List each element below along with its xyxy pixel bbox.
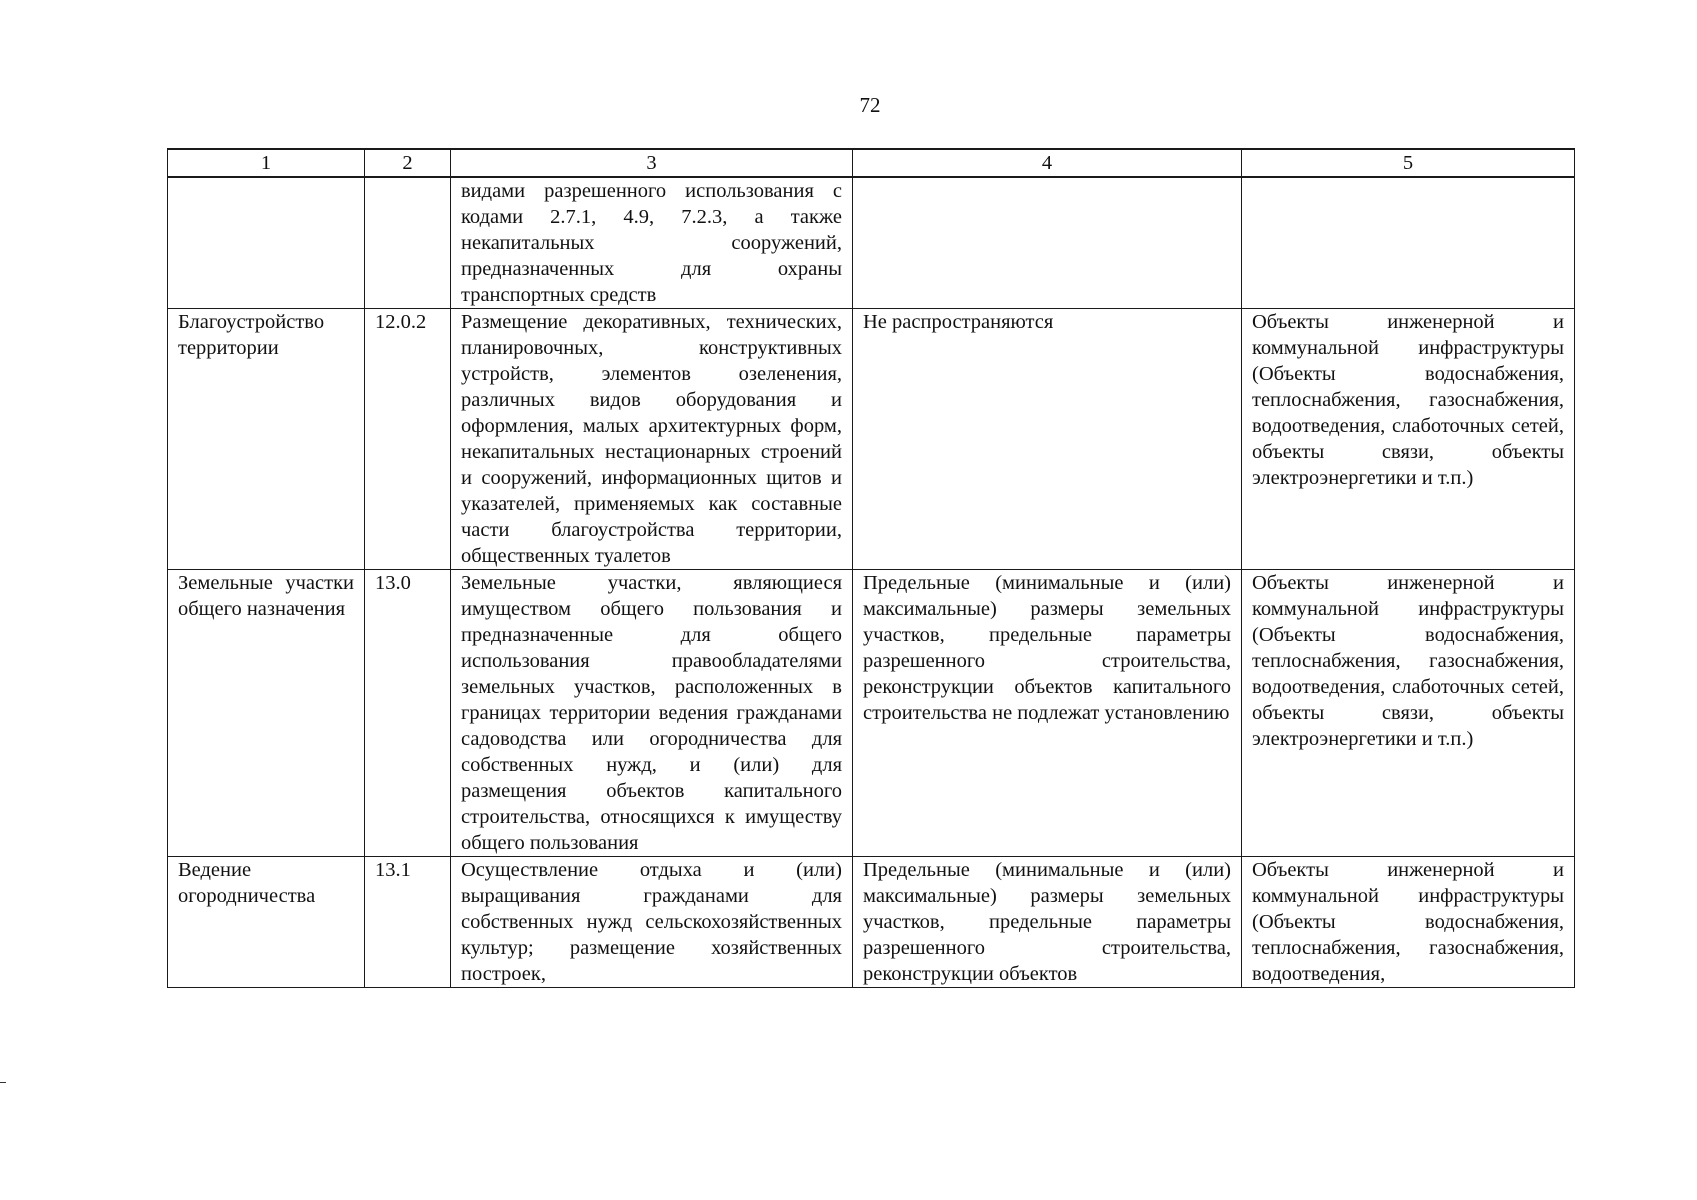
table-row — [168, 177, 1575, 309]
column-header: 1 — [168, 149, 365, 177]
column-header: 3 — [451, 149, 853, 177]
use-code-cell — [365, 177, 451, 309]
use-description-cell: Земельные участки, являющиеся имуществом общего пользования и предназначенные для общего использования правообладателями земельных участков, расположенных в границах территории ведения гражданами садоводства или огородничества для собственных нужд, и (или) для размещения объектов капитального строительства, относящихся к имуществу общего пользования — [451, 570, 853, 857]
column-header: 4 — [853, 149, 1242, 177]
column-header: 2 — [365, 149, 451, 177]
table-row — [168, 857, 1575, 988]
column-header: 5 — [1242, 149, 1575, 177]
infrastructure-objects-cell: Объекты инженерной и коммунальной инфраструктуры (Объекты водоснабжения, теплоснабжения, газоснабжения, водоотведения, слаботочных сетей, объекты связи, объекты электроэнергетики и т.п.) — [1242, 309, 1575, 570]
table-header-row — [168, 149, 1575, 177]
parameters-cell: Не распространяются — [853, 309, 1242, 570]
use-code-cell: 13.0 — [365, 570, 451, 857]
margin-mark — [0, 1082, 6, 1083]
zoning-table — [167, 148, 1575, 988]
use-description-cell: Размещение декоративных, технических, планировочных, конструктивных устройств, элементов озеленения, различных видов оборудования и оформления, малых архитектурных форм, некапитальных нестационарных строений и сооружений, информационных щитов и указателей, применяемых как составные части благоустройства территории, общественных туалетов — [451, 309, 853, 570]
infrastructure-objects-cell: Объекты инженерной и коммунальной инфраструктуры (Объекты водоснабжения, теплоснабжения, газоснабжения, водоотведения, слаботочных сетей, объекты связи, объекты электроэнергетики и т.п.) — [1242, 570, 1575, 857]
use-description-cell: Осуществление отдыха и (или) выращивания гражданами для собственных нужд сельскохозяйственных культур; размещение хозяйственных построек, — [451, 857, 853, 988]
parameters-cell — [853, 177, 1242, 309]
page-number: 72 — [859, 93, 881, 117]
table-row — [168, 309, 1575, 570]
table-row — [168, 570, 1575, 857]
parameters-cell: Предельные (минимальные и (или) максимальные) размеры земельных участков, предельные параметры разрешенного строительства, реконструкции объектов — [853, 857, 1242, 988]
infrastructure-objects-cell — [1242, 177, 1575, 309]
use-description-cell: видами разрешенного использования с кодами 2.7.1, 4.9, 7.2.3, а также некапитальных сооружений, предназначенных для охраны транспортных средств — [451, 177, 853, 309]
parameters-cell: Предельные (минимальные и (или) максимальные) размеры земельных участков, предельные параметры разрешенного строительства, реконструкции объектов капитального строительства не подлежат установлению — [853, 570, 1242, 857]
use-name-cell: Благоустройство территории — [168, 309, 365, 570]
use-name-cell — [168, 177, 365, 309]
use-name-cell: Ведение огородничества — [168, 857, 365, 988]
use-code-cell: 12.0.2 — [365, 309, 451, 570]
infrastructure-objects-cell: Объекты инженерной и коммунальной инфраструктуры (Объекты водоснабжения, теплоснабжения, газоснабжения, водоотведения, — [1242, 857, 1575, 988]
use-code-cell: 13.1 — [365, 857, 451, 988]
use-name-cell: Земельные участки общего назначения — [168, 570, 365, 857]
